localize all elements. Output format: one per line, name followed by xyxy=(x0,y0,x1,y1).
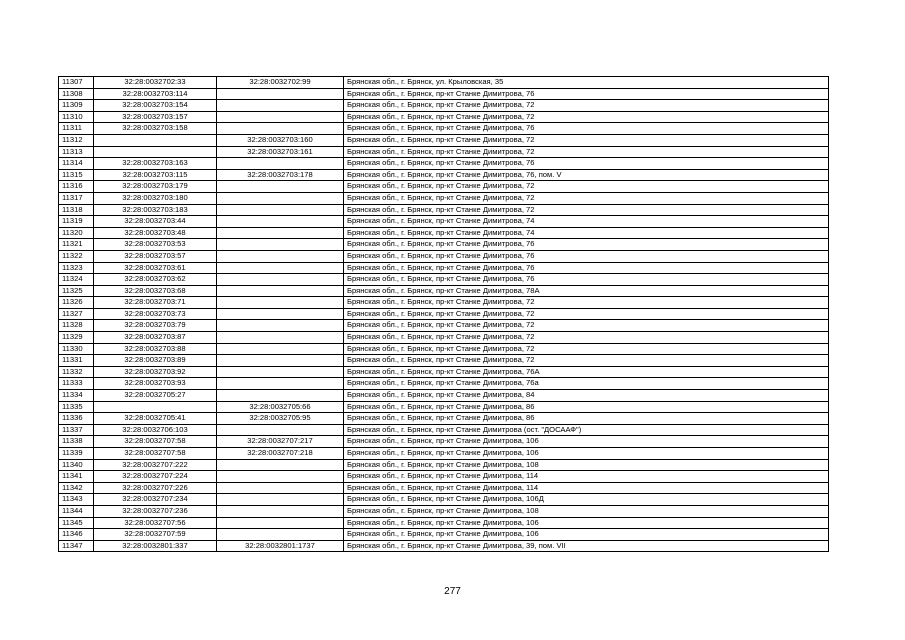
table-row xyxy=(59,297,829,309)
row-number-cell: 11344 xyxy=(59,505,94,517)
row-number-cell: 11310 xyxy=(59,111,94,123)
table-row xyxy=(59,366,829,378)
row-number-cell: 11312 xyxy=(59,134,94,146)
row-number-cell: 11327 xyxy=(59,308,94,320)
related-cadastral-number-cell xyxy=(217,297,344,309)
row-number-cell: 11309 xyxy=(59,100,94,112)
table-row xyxy=(59,540,829,552)
row-number-cell: 11329 xyxy=(59,332,94,344)
table-row xyxy=(59,459,829,471)
address-cell: Брянская обл., г. Брянск, пр-кт Станке Димитрова, 86 xyxy=(344,401,829,413)
cadastral-number-cell: 32:28:0032703:87 xyxy=(94,332,217,344)
table-row xyxy=(59,529,829,541)
table-row xyxy=(59,146,829,158)
address-cell: Брянская обл., г. Брянск, пр-кт Станке Димитрова, 106 xyxy=(344,529,829,541)
row-number-cell: 11316 xyxy=(59,181,94,193)
related-cadastral-number-cell xyxy=(217,123,344,135)
row-number-cell: 11345 xyxy=(59,517,94,529)
address-cell: Брянская обл., г. Брянск, пр-кт Станке Димитрова, 72 xyxy=(344,355,829,367)
table-row xyxy=(59,355,829,367)
related-cadastral-number-cell xyxy=(217,262,344,274)
table-row xyxy=(59,134,829,146)
related-cadastral-number-cell xyxy=(217,517,344,529)
related-cadastral-number-cell xyxy=(217,274,344,286)
cadastral-number-cell: 32:28:0032705:41 xyxy=(94,413,217,425)
cadastral-number-cell: 32:28:0032703:53 xyxy=(94,239,217,251)
page-number: 277 xyxy=(444,586,461,597)
related-cadastral-number-cell xyxy=(217,424,344,436)
row-number-cell: 11325 xyxy=(59,285,94,297)
address-cell: Брянская обл., г. Брянск, пр-кт Станке Димитрова, 108 xyxy=(344,505,829,517)
table-row xyxy=(59,308,829,320)
row-number-cell: 11313 xyxy=(59,146,94,158)
table-row xyxy=(59,123,829,135)
cadastral-number-cell: 32:28:0032707:59 xyxy=(94,529,217,541)
table-row xyxy=(59,390,829,402)
related-cadastral-number-cell xyxy=(217,459,344,471)
cadastral-number-cell: 32:28:0032703:62 xyxy=(94,274,217,286)
address-cell: Брянская обл., г. Брянск, пр-кт Станке Димитрова, 114 xyxy=(344,482,829,494)
related-cadastral-number-cell xyxy=(217,158,344,170)
cadastral-number-cell: 32:28:0032707:224 xyxy=(94,471,217,483)
related-cadastral-number-cell: 32:28:0032703:161 xyxy=(217,146,344,158)
cadastral-number-cell: 32:28:0032703:154 xyxy=(94,100,217,112)
cadastral-number-cell: 32:28:0032703:61 xyxy=(94,262,217,274)
related-cadastral-number-cell: 32:28:0032705:95 xyxy=(217,413,344,425)
address-cell: Брянская обл., г. Брянск, пр-кт Станке Димитрова, 76, пом. V xyxy=(344,169,829,181)
cadastral-number-cell xyxy=(94,401,217,413)
table-row xyxy=(59,227,829,239)
related-cadastral-number-cell xyxy=(217,494,344,506)
table-row xyxy=(59,88,829,100)
cadastral-number-cell xyxy=(94,146,217,158)
related-cadastral-number-cell xyxy=(217,111,344,123)
table-row xyxy=(59,262,829,274)
cadastral-number-cell: 32:28:0032703:48 xyxy=(94,227,217,239)
row-number-cell: 11328 xyxy=(59,320,94,332)
cadastral-number-cell: 32:28:0032703:93 xyxy=(94,378,217,390)
related-cadastral-number-cell xyxy=(217,227,344,239)
row-number-cell: 11333 xyxy=(59,378,94,390)
cadastral-number-cell: 32:28:0032707:56 xyxy=(94,517,217,529)
address-cell: Брянская обл., г. Брянск, пр-кт Станке Димитрова, 72 xyxy=(344,308,829,320)
row-number-cell: 11336 xyxy=(59,413,94,425)
related-cadastral-number-cell xyxy=(217,378,344,390)
related-cadastral-number-cell xyxy=(217,343,344,355)
table-row xyxy=(59,274,829,286)
cadastral-number-cell: 32:28:0032703:89 xyxy=(94,355,217,367)
address-cell: Брянская обл., г. Брянск, пр-кт Станке Димитрова, 72 xyxy=(344,146,829,158)
related-cadastral-number-cell xyxy=(217,355,344,367)
table-row xyxy=(59,77,829,89)
address-cell: Брянская обл., г. Брянск, пр-кт Станке Димитрова, 76 xyxy=(344,274,829,286)
row-number-cell: 11341 xyxy=(59,471,94,483)
related-cadastral-number-cell xyxy=(217,390,344,402)
row-number-cell: 11321 xyxy=(59,239,94,251)
row-number-cell: 11346 xyxy=(59,529,94,541)
address-cell: Брянская обл., г. Брянск, пр-кт Станке Димитрова, 86 xyxy=(344,413,829,425)
table-row xyxy=(59,378,829,390)
row-number-cell: 11338 xyxy=(59,436,94,448)
cadastral-number-cell: 32:28:0032703:114 xyxy=(94,88,217,100)
cadastral-number-cell: 32:28:0032703:157 xyxy=(94,111,217,123)
table-row xyxy=(59,250,829,262)
row-number-cell: 11308 xyxy=(59,88,94,100)
cadastral-number-cell: 32:28:0032707:58 xyxy=(94,448,217,460)
address-cell: Брянская обл., г. Брянск, пр-кт Станке Димитрова, 106 xyxy=(344,448,829,460)
cadastral-number-cell: 32:28:0032703:180 xyxy=(94,192,217,204)
row-number-cell: 11339 xyxy=(59,448,94,460)
address-cell: Брянская обл., г. Брянск, пр-кт Станке Димитрова, 72 xyxy=(344,181,829,193)
address-cell: Брянская обл., г. Брянск, пр-кт Станке Димитрова, 72 xyxy=(344,192,829,204)
table-row xyxy=(59,204,829,216)
related-cadastral-number-cell: 32:28:0032801:1737 xyxy=(217,540,344,552)
address-cell: Брянская обл., г. Брянск, пр-кт Станке Димитрова, 72 xyxy=(344,343,829,355)
cadastral-number-cell: 32:28:0032703:71 xyxy=(94,297,217,309)
address-cell: Брянская обл., г. Брянск, пр-кт Станке Димитрова, 108 xyxy=(344,459,829,471)
related-cadastral-number-cell xyxy=(217,216,344,228)
related-cadastral-number-cell xyxy=(217,250,344,262)
related-cadastral-number-cell: 32:28:0032707:218 xyxy=(217,448,344,460)
row-number-cell: 11314 xyxy=(59,158,94,170)
address-cell: Брянская обл., г. Брянск, пр-кт Станке Димитрова, 72 xyxy=(344,320,829,332)
row-number-cell: 11323 xyxy=(59,262,94,274)
table-row xyxy=(59,343,829,355)
cadastral-number-cell: 32:28:0032703:92 xyxy=(94,366,217,378)
table-row xyxy=(59,424,829,436)
address-cell: Брянская обл., г. Брянск, пр-кт Станке Димитрова, 84 xyxy=(344,390,829,402)
cadastral-number-cell: 32:28:0032703:68 xyxy=(94,285,217,297)
address-cell: Брянская обл., г. Брянск, пр-кт Станке Димитрова, 76 xyxy=(344,250,829,262)
row-number-cell: 11319 xyxy=(59,216,94,228)
address-cell: Брянская обл., г. Брянск, пр-кт Станке Димитрова, 106Д xyxy=(344,494,829,506)
cadastral-number-cell: 32:28:0032707:226 xyxy=(94,482,217,494)
address-cell: Брянская обл., г. Брянск, пр-кт Станке Димитрова, 72 xyxy=(344,332,829,344)
row-number-cell: 11307 xyxy=(59,77,94,89)
address-cell: Брянская обл., г. Брянск, пр-кт Станке Димитрова, 76а xyxy=(344,378,829,390)
table-row xyxy=(59,471,829,483)
cadastral-number-cell xyxy=(94,134,217,146)
address-cell: Брянская обл., г. Брянск, пр-кт Станке Димитрова, 72 xyxy=(344,204,829,216)
row-number-cell: 11311 xyxy=(59,123,94,135)
row-number-cell: 11326 xyxy=(59,297,94,309)
row-number-cell: 11324 xyxy=(59,274,94,286)
address-cell: Брянская обл., г. Брянск, пр-кт Станке Димитрова, 72 xyxy=(344,111,829,123)
cadastral-number-cell: 32:28:0032703:79 xyxy=(94,320,217,332)
row-number-cell: 11315 xyxy=(59,169,94,181)
row-number-cell: 11332 xyxy=(59,366,94,378)
related-cadastral-number-cell xyxy=(217,192,344,204)
table-row xyxy=(59,111,829,123)
table-row xyxy=(59,482,829,494)
related-cadastral-number-cell: 32:28:0032703:160 xyxy=(217,134,344,146)
table-row xyxy=(59,320,829,332)
cadastral-number-cell: 32:28:0032703:115 xyxy=(94,169,217,181)
related-cadastral-number-cell xyxy=(217,505,344,517)
address-cell: Брянская обл., г. Брянск, пр-кт Станке Димитрова, 114 xyxy=(344,471,829,483)
address-cell: Брянская обл., г. Брянск, пр-кт Станке Димитрова (ост. "ДОСААФ") xyxy=(344,424,829,436)
registry-table-body xyxy=(59,77,829,552)
row-number-cell: 11337 xyxy=(59,424,94,436)
table-row xyxy=(59,158,829,170)
cadastral-number-cell: 32:28:0032703:183 xyxy=(94,204,217,216)
row-number-cell: 11340 xyxy=(59,459,94,471)
address-cell: Брянская обл., г. Брянск, пр-кт Станке Димитрова, 76 xyxy=(344,239,829,251)
cadastral-number-cell: 32:28:0032703:57 xyxy=(94,250,217,262)
cadastral-number-cell: 32:28:0032706:103 xyxy=(94,424,217,436)
table-row xyxy=(59,216,829,228)
related-cadastral-number-cell xyxy=(217,320,344,332)
row-number-cell: 11347 xyxy=(59,540,94,552)
table-row xyxy=(59,192,829,204)
row-number-cell: 11330 xyxy=(59,343,94,355)
table-row xyxy=(59,505,829,517)
address-cell: Брянская обл., г. Брянск, пр-кт Станке Димитрова, 106 xyxy=(344,517,829,529)
related-cadastral-number-cell: 32:28:0032707:217 xyxy=(217,436,344,448)
address-cell: Брянская обл., г. Брянск, пр-кт Станке Димитрова, 74 xyxy=(344,216,829,228)
address-cell: Брянская обл., г. Брянск, пр-кт Станке Димитрова, 76 xyxy=(344,262,829,274)
table-row xyxy=(59,100,829,112)
related-cadastral-number-cell xyxy=(217,482,344,494)
address-cell: Брянская обл., г. Брянск, пр-кт Станке Димитрова, 76 xyxy=(344,123,829,135)
row-number-cell: 11335 xyxy=(59,401,94,413)
table-row xyxy=(59,494,829,506)
related-cadastral-number-cell xyxy=(217,204,344,216)
address-cell: Брянская обл., г. Брянск, пр-кт Станке Димитрова, 39, пом. VII xyxy=(344,540,829,552)
address-cell: Брянская обл., г. Брянск, пр-кт Станке Димитрова, 72 xyxy=(344,297,829,309)
cadastral-number-cell: 32:28:0032703:88 xyxy=(94,343,217,355)
related-cadastral-number-cell: 32:28:0032702:99 xyxy=(217,77,344,89)
table-row xyxy=(59,517,829,529)
table-row xyxy=(59,169,829,181)
table-row xyxy=(59,401,829,413)
cadastral-number-cell: 32:28:0032801:337 xyxy=(94,540,217,552)
row-number-cell: 11320 xyxy=(59,227,94,239)
table-row xyxy=(59,181,829,193)
address-cell: Брянская обл., г. Брянск, ул. Крыловская, 35 xyxy=(344,77,829,89)
table-row xyxy=(59,285,829,297)
address-cell: Брянская обл., г. Брянск, пр-кт Станке Димитрова, 76 xyxy=(344,88,829,100)
cadastral-number-cell: 32:28:0032703:73 xyxy=(94,308,217,320)
cadastral-number-cell: 32:28:0032707:234 xyxy=(94,494,217,506)
registry-table xyxy=(58,76,829,552)
address-cell: Брянская обл., г. Брянск, пр-кт Станке Димитрова, 76 xyxy=(344,158,829,170)
related-cadastral-number-cell xyxy=(217,366,344,378)
row-number-cell: 11317 xyxy=(59,192,94,204)
row-number-cell: 11342 xyxy=(59,482,94,494)
address-cell: Брянская обл., г. Брянск, пр-кт Станке Димитрова, 76А xyxy=(344,366,829,378)
address-cell: Брянская обл., г. Брянск, пр-кт Станке Димитрова, 106 xyxy=(344,436,829,448)
row-number-cell: 11331 xyxy=(59,355,94,367)
related-cadastral-number-cell xyxy=(217,88,344,100)
related-cadastral-number-cell xyxy=(217,285,344,297)
related-cadastral-number-cell xyxy=(217,239,344,251)
related-cadastral-number-cell xyxy=(217,529,344,541)
row-number-cell: 11318 xyxy=(59,204,94,216)
address-cell: Брянская обл., г. Брянск, пр-кт Станке Димитрова, 72 xyxy=(344,100,829,112)
cadastral-number-cell: 32:28:0032707:58 xyxy=(94,436,217,448)
related-cadastral-number-cell xyxy=(217,308,344,320)
table-row xyxy=(59,448,829,460)
table-row xyxy=(59,239,829,251)
related-cadastral-number-cell: 32:28:0032703:178 xyxy=(217,169,344,181)
row-number-cell: 11334 xyxy=(59,390,94,402)
cadastral-number-cell: 32:28:0032702:33 xyxy=(94,77,217,89)
row-number-cell: 11343 xyxy=(59,494,94,506)
table-row xyxy=(59,436,829,448)
table-row xyxy=(59,332,829,344)
cadastral-number-cell: 32:28:0032707:222 xyxy=(94,459,217,471)
related-cadastral-number-cell xyxy=(217,332,344,344)
cadastral-number-cell: 32:28:0032703:44 xyxy=(94,216,217,228)
related-cadastral-number-cell xyxy=(217,181,344,193)
table-row xyxy=(59,413,829,425)
related-cadastral-number-cell xyxy=(217,100,344,112)
related-cadastral-number-cell xyxy=(217,471,344,483)
address-cell: Брянская обл., г. Брянск, пр-кт Станке Димитрова, 78А xyxy=(344,285,829,297)
cadastral-number-cell: 32:28:0032703:163 xyxy=(94,158,217,170)
cadastral-number-cell: 32:28:0032707:236 xyxy=(94,505,217,517)
address-cell: Брянская обл., г. Брянск, пр-кт Станке Димитрова, 72 xyxy=(344,134,829,146)
cadastral-number-cell: 32:28:0032703:158 xyxy=(94,123,217,135)
address-cell: Брянская обл., г. Брянск, пр-кт Станке Димитрова, 74 xyxy=(344,227,829,239)
row-number-cell: 11322 xyxy=(59,250,94,262)
related-cadastral-number-cell: 32:28:0032705:66 xyxy=(217,401,344,413)
cadastral-number-cell: 32:28:0032703:179 xyxy=(94,181,217,193)
cadastral-number-cell: 32:28:0032705:27 xyxy=(94,390,217,402)
